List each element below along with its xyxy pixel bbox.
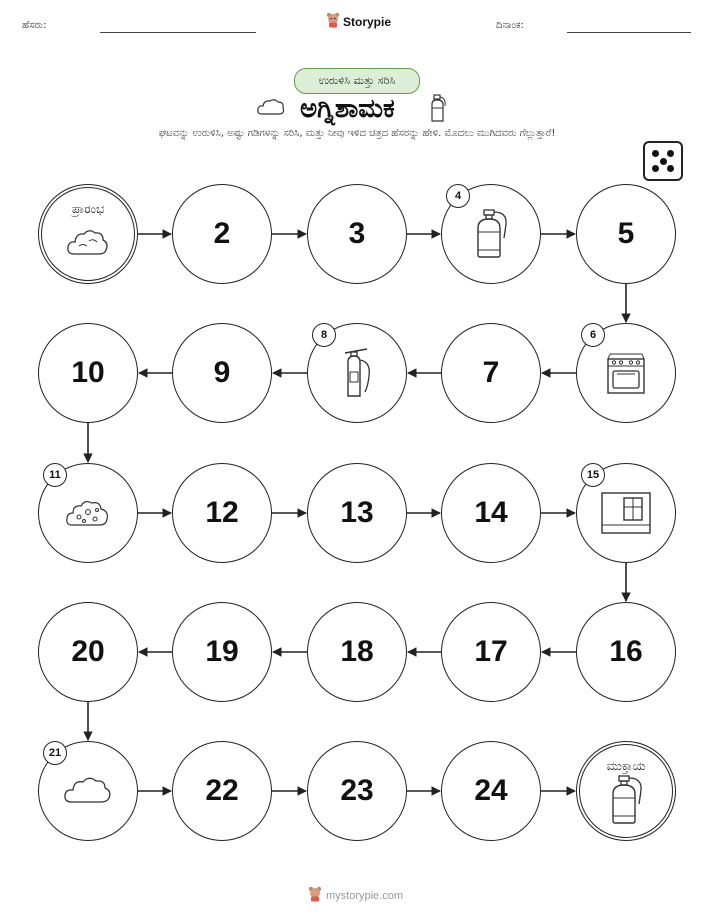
space-number-badge: 11 xyxy=(43,463,67,487)
space-number-badge: 6 xyxy=(581,323,605,347)
board-space-8[interactable] xyxy=(307,323,407,423)
space-number: 16 xyxy=(609,635,643,668)
smoke-puff-icon xyxy=(64,495,112,531)
board-space-20[interactable] xyxy=(38,602,138,702)
date-label: ದಿನಾಂಕ: xyxy=(496,20,524,31)
finish-label: ಮುಕ್ತಾಯ xyxy=(606,759,646,773)
footer xyxy=(308,886,403,905)
bear-mascot-icon xyxy=(308,886,322,905)
board-space-24[interactable] xyxy=(441,741,541,841)
board-space-15[interactable] xyxy=(576,463,676,563)
stove-icon xyxy=(604,351,648,395)
gas-cylinder-icon xyxy=(606,774,646,826)
board-space-16[interactable] xyxy=(576,602,676,702)
space-number: 13 xyxy=(340,496,374,529)
space-number: 20 xyxy=(71,635,105,668)
space-number: 3 xyxy=(348,217,366,250)
board-space-13[interactable] xyxy=(307,463,407,563)
page-title: ಅಗ್ನಿಶಾಮಕ xyxy=(300,94,395,124)
board-space-23[interactable] xyxy=(307,741,407,841)
space-number-badge: 4 xyxy=(446,184,470,208)
board-space-17[interactable] xyxy=(441,602,541,702)
board-space-9[interactable] xyxy=(172,323,272,423)
start-label: ಪ್ರಾರಂಭ xyxy=(71,202,105,216)
board-space-18[interactable] xyxy=(307,602,407,702)
space-number: 10 xyxy=(71,356,105,389)
space-number: 12 xyxy=(205,496,239,529)
name-label: ಹೆಸರು: xyxy=(22,20,47,31)
space-number: 23 xyxy=(340,774,374,807)
board-space-3[interactable] xyxy=(307,184,407,284)
game-type-pill: ಉರುಳಿಸಿ ಮತ್ತು ಸರಿಸಿ xyxy=(294,68,420,94)
space-number: 24 xyxy=(474,774,508,807)
space-number: 14 xyxy=(474,496,508,529)
footer-site: mystorypie.com xyxy=(326,889,404,902)
board-space-10[interactable] xyxy=(38,323,138,423)
space-number: 19 xyxy=(205,635,239,668)
board-space-14[interactable] xyxy=(441,463,541,563)
space-number: 7 xyxy=(482,356,500,389)
brand-name: Storypie xyxy=(343,14,392,29)
board-space-4[interactable] xyxy=(441,184,541,284)
space-number: 5 xyxy=(617,217,635,250)
board-space-5[interactable] xyxy=(576,184,676,284)
board-space-2[interactable] xyxy=(172,184,272,284)
space-number-badge: 8 xyxy=(312,323,336,347)
start-space[interactable] xyxy=(38,184,138,284)
board-space-11[interactable] xyxy=(38,463,138,563)
space-number-badge: 21 xyxy=(43,741,67,765)
space-number: 9 xyxy=(213,356,231,389)
board-space-12[interactable] xyxy=(172,463,272,563)
board-space-7[interactable] xyxy=(441,323,541,423)
fire-extinguisher-icon xyxy=(337,346,377,400)
board-space-19[interactable] xyxy=(172,602,272,702)
space-number-badge: 15 xyxy=(581,463,605,487)
instructions: ಘಟವನ್ನು ಉರುಳಿಸಿ, ಅಷ್ಟು ಗಡಿಗಳನ್ನು ಸರಿಸಿ, ಮತ್ತು ನೀವು ಇಳಿದ ಚಿತ್ರದ ಹೆಸರನ್ನು ಹೇಳಿ. ಮೊದಲು ಮುಗಿದವರು ಗೆಲ್ಲುತ್ತಾರೆ! xyxy=(158,128,556,139)
cloud-icon xyxy=(62,774,114,808)
space-number: 17 xyxy=(474,635,508,668)
board-space-21[interactable] xyxy=(38,741,138,841)
board-space-6[interactable] xyxy=(576,323,676,423)
space-number: 2 xyxy=(213,217,231,250)
window-icon xyxy=(598,489,654,537)
finish-space[interactable] xyxy=(576,741,676,841)
space-number: 22 xyxy=(205,774,239,807)
board-space-22[interactable] xyxy=(172,741,272,841)
space-number: 18 xyxy=(340,635,374,668)
smoke-cloud-icon xyxy=(65,226,111,260)
gas-cylinder-icon xyxy=(471,208,511,260)
